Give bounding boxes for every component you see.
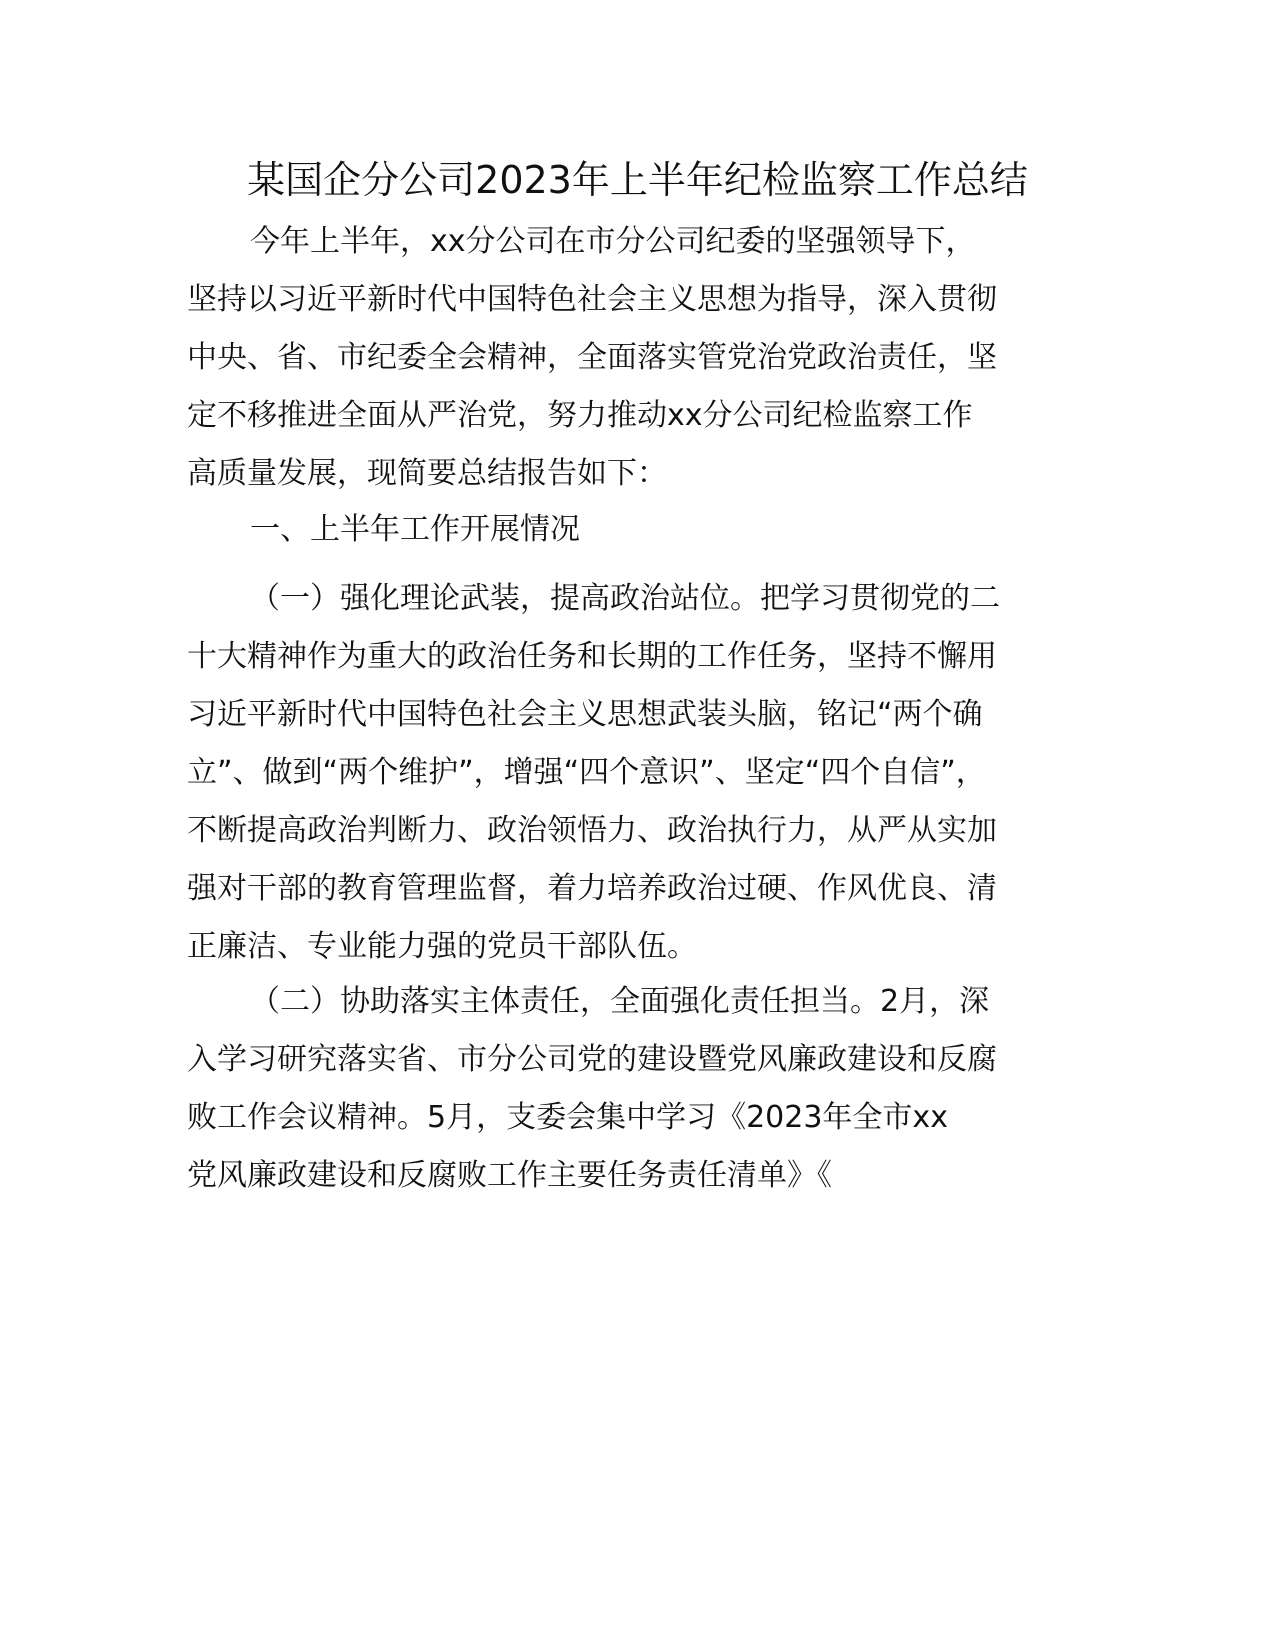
heading-line: 一、上半年工作开展情况 (250, 512, 580, 547)
text-line: （二）协助落实主体责任，全面强化责任担当。2月，深 (250, 984, 990, 1019)
text-line: 坚持以习近平新时代中国特色社会主义思想为指导，深入贯彻 (187, 282, 997, 317)
section-heading (187, 501, 1091, 559)
text-line: 立”、做到“两个维护”，增强“四个意识”、坚定“四个自信”， (187, 755, 986, 790)
text-line: 入学习研究落实省、市分公司党的建设暨党风廉政建设和反腐 (187, 1042, 997, 1077)
text-line: 党风廉政建设和反腐败工作主要任务责任清单》《 (187, 1158, 832, 1193)
paragraph-responsibility (187, 973, 1091, 1205)
text-line: 强对干部的教育管理监督，着力培养政治过硬、作风优良、清 (187, 871, 997, 906)
text-line: 中央、省、市纪委全会精神，全面落实管党治党政治责任，坚 (187, 340, 997, 375)
text-line: 十大精神作为重大的政治任务和长期的工作任务，坚持不懈用 (187, 639, 997, 674)
text-line: 高质量发展，现简要总结报告如下： (187, 456, 667, 491)
text-line: （一）强化理论武装，提高政治站位。把学习贯彻党的二 (250, 581, 1000, 616)
document-title: 某国企分公司2023年上半年纪检监察工作总结 (247, 158, 1028, 202)
text-line: 今年上半年，xx分公司在市分公司纪委的坚强领导下， (250, 224, 976, 259)
text-line: 定不移推进全面从严治党，努力推动xx分公司纪检监察工作 (187, 398, 973, 433)
paragraph-theory (187, 570, 1091, 976)
text-line: 正廉洁、专业能力强的党员干部队伍。 (187, 929, 697, 964)
paragraph-intro (187, 213, 1091, 503)
text-line: 败工作会议精神。5月，支委会集中学习《2023年全市xx (187, 1100, 948, 1135)
text-line: 习近平新时代中国特色社会主义思想武装头脑，铭记“两个确 (187, 697, 983, 732)
text-line: 不断提高政治判断力、政治领悟力、政治执行力，从严从实加 (187, 813, 997, 848)
